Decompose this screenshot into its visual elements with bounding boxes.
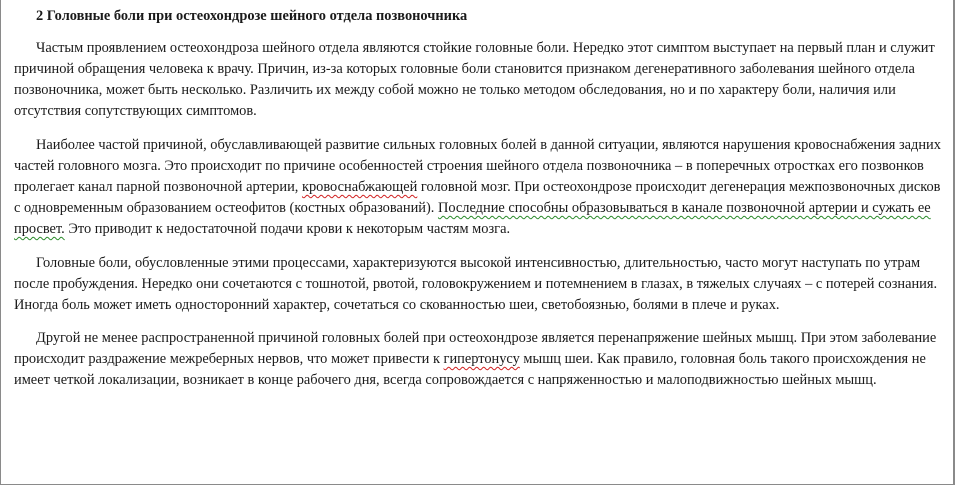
paragraph-4-text-start: Другой не менее распространенной причиной головных болей при остеохондрозе является перенапряжение шейных мышц. При этом заболевание происходит раздражение межреберных нервов, что может привести к — [14, 330, 937, 367]
paragraph-3-text: Головные боли, обусловленные этими процессами, характеризуются высокой интенсивностью, длительностью, часто могут наступать по утрам после пробуждения. Нередко они сочетаются с тошнотой, рвотой, головокружением и потемнением в глазах, в тяжелых случаях – с потерей сознания. Иногда боль может иметь односторонний характер, сочетаться со скованностью шеи, светобоязнью, болями в плече и руках. — [14, 255, 938, 313]
paragraph-2-text-end: Это приводит к недостаточной подачи крови к некоторым частям мозга. — [64, 221, 511, 237]
paragraph-3 — [14, 253, 941, 316]
spelling-flagged-word[interactable]: гипертонусу — [443, 351, 520, 367]
paragraph-4 — [14, 328, 941, 391]
paragraph-2-text-middle: головной мозг. При остеохондрозе происходит дегенерация межпозвоночных дисков с одновременным образованием остеофитов (костных образований). — [14, 179, 941, 216]
paragraph-4-text-end: мышц шеи. Как правило, головная боль такого происхождения не имеет четкой локализации, возникает в конце рабочего дня, всегда сопровождается с напряженностью и малоподвижностью шейных мышц. — [14, 351, 926, 388]
paragraph-2-text-start: Наиболее частой причиной, обуславливающей развитие сильных головных болей в данной ситуации, являются нарушения кровоснабжения задних частей головного мозга. Это происходит по причине особенностей строения шейного отдела позвоночника – в поперечных отростках его позвонков пролегает канал парной позвоночной артерии, — [14, 137, 941, 195]
paragraph-2 — [14, 135, 941, 240]
paragraph-1-text: Частым проявлением остеохондроза шейного отдела являются стойкие головные боли. Нередко этот симптом выступает на первый план и служит причиной обращения человека к врачу. Причин, из-за которых головные боли становится признаком дегенеративного заболевания шейного отдела позвоночника, может быть несколько. Различить их между собой можно не только методом обследования, но и по характеру боли, наличия или отсутствия сопутствующих симптомов. — [14, 40, 935, 119]
grammar-flagged-sentence[interactable]: Последние способны образовываться в канале позвоночной артерии и сужать ее просвет. — [14, 200, 931, 237]
paragraph-1 — [14, 38, 941, 122]
spelling-flagged-word[interactable]: кровоснабжающей — [301, 179, 418, 195]
section-heading: 2 Головные боли при остеохондрозе шейного отдела позвоночника — [36, 8, 468, 24]
